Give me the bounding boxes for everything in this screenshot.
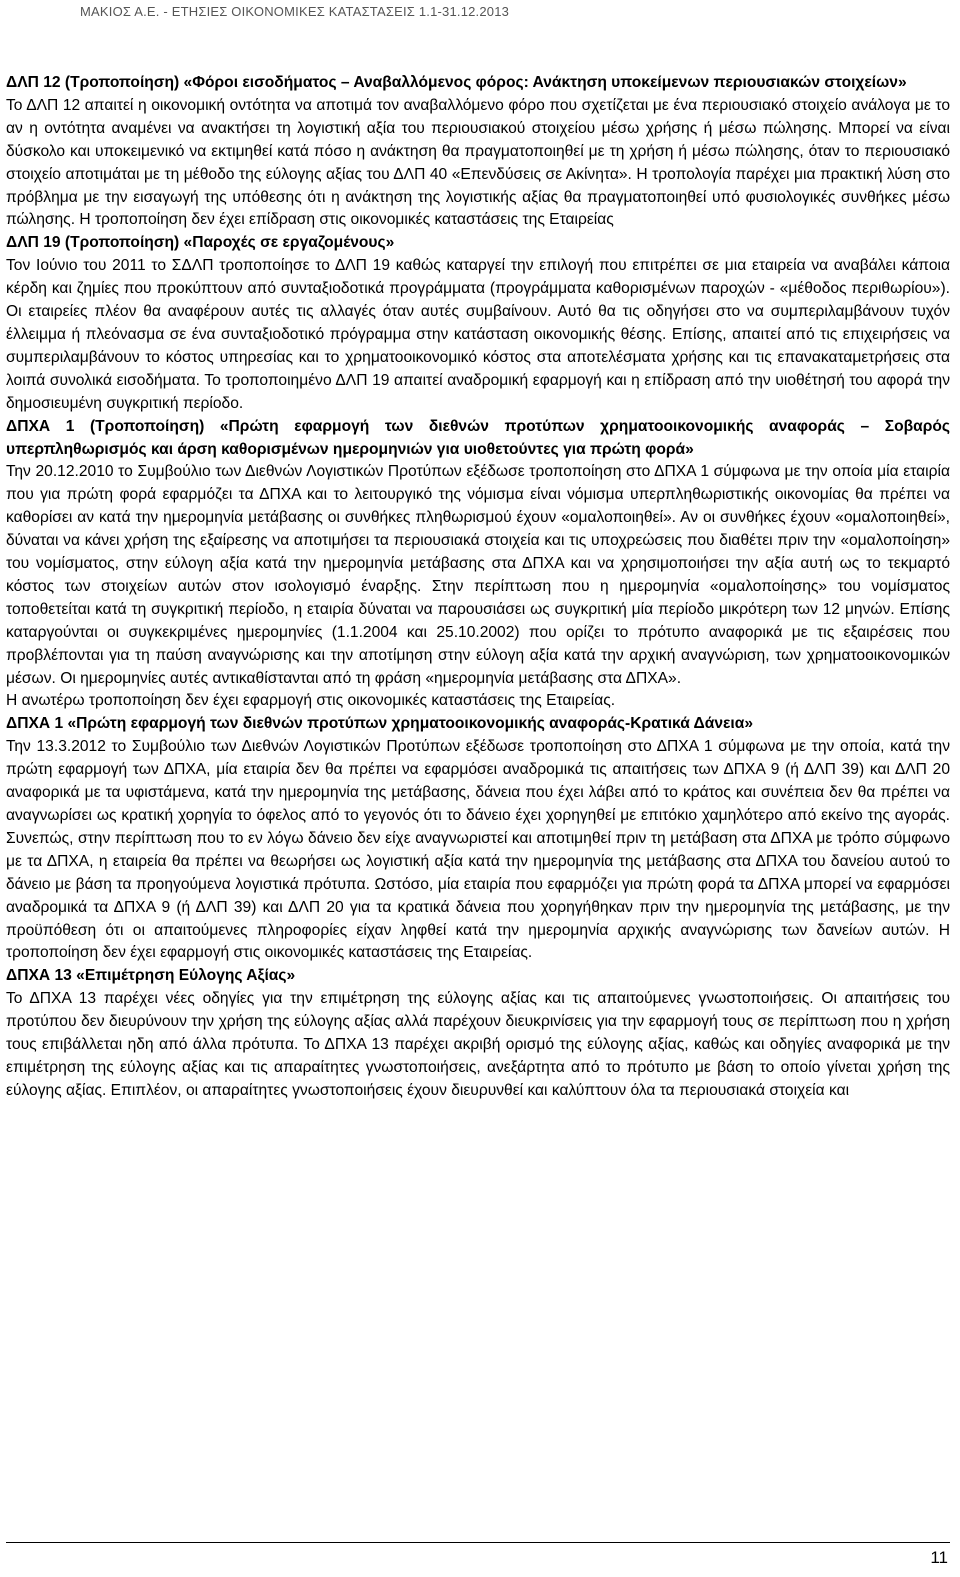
section-heading-ifrs1-hyperinflation: ΔΠΧΑ 1 (Τροποποίηση) «Πρώτη εφαρμογή των διεθνών προτύπων χρηματοοικονομικής αναφοράς – Σοβαρός υπερπληθωρισμός και άρση καθορισμένων ημερομηνιών για υιοθετούντες για πρώτη φορά» [6, 417, 950, 458]
section-body-ias12: Το ΔΛΠ 12 απαιτεί η οικονομική οντότητα να αποτιμά τον αναβαλλόμενο φόρο που σχετίζεται με ένα περιουσιακό στοιχείο ανάλογα με το αν η οντότητα αναμένει να ανακτήσει τη λογιστική αξία του περιουσιακού στοιχείου μέσω χρήσης ή μέσω πώλησης. Μπορεί να είναι δύσκολο και υποκειμενικό να εκτιμηθεί κατά πόσο η ανάκτηση θα πραγματοποιηθεί με τη χρήση ή μέσω πώλησης, όταν το περιουσιακό στοιχείο αποτιμάται με τη μέθοδο της εύλογης αξίας του ΔΛΠ 40 «Επενδύσεις σε Ακίνητα». Η τροπολογία παρέχει μια πρακτική λύση στο πρόβλημα με την εισαγωγή της υπόθεσης ότι η ανάκτηση της λογιστικής αξίας θα πραγματοποιηθεί υπό φυσιολογικές συνθήκες μέσω πώλησης. Η τροποποίηση δεν έχει επίδραση στις οικονομικές καταστάσεις της Εταιρείας [6, 96, 950, 229]
footer-divider [6, 1542, 950, 1543]
document-body [6, 72, 950, 1103]
page-number: 11 [930, 1548, 948, 1567]
section-heading-ias12: ΔΛΠ 12 (Τροποποίηση) «Φόροι εισοδήματος – Αναβαλλόμενος φόρος: Ανάκτηση υποκείμενων περιουσιακών στοιχείων» [6, 74, 907, 91]
running-header: ΜΑΚΙΟΣ Α.Ε. - ΕΤΗΣΙΕΣ ΟΙΚΟΝΟΜΙΚΕΣ ΚΑΤΑΣΤΑΣΕΙΣ 1.1-31.12.2013 [80, 4, 510, 19]
section-body-ifrs1-hyperinflation: Την 20.12.2010 το Συμβούλιο των Διεθνών Λογιστικών Προτύπων εξέδωσε τροποποίηση στο ΔΠΧΑ 1 σύμφωνα με την οποία μία εταιρία που για πρώτη φορά εφαρμόζει τα ΔΠΧΑ και το λειτουργικό της νόμισμα είναι νόμισμα υπερπληθωριστικής οικονομίας θα πρέπει να καθορίσει αν κατά την ημερομηνία μετάβασης οι συνθήκες πληθωρισμού έχουν «ομαλοποιηθεί». Αν οι συνθήκες έχουν «ομαλοποιηθεί», δύναται να κάνει χρήση της εξαίρεσης να αποτιμήσει τα περιουσιακά στοιχεία και τις υποχρεώσεις που διαθέτει πριν την «ομαλοποίηση» του νομίσματος, στην εύλογη αξία κατά την ημερομηνία μετάβασης στα ΔΠΧΑ και να χρησιμοποιήσει την αξία αυτή ως το τεκμαρτό κόστος των στοιχείων αυτών στον ισολογισμό έναρξης. Στην περίπτωση που η ημερομηνία «ομαλοποίησης» του νομίσματος τοποθετείται κατά τη συγκριτική περίοδο, η εταιρία δύναται να παρουσιάσει ως συγκριτική μία περίοδο μικρότερη των 12 μηνών. Επίσης καταργούνται οι συγκεκριμένες ημερομηνίες (1.1.2004 και 25.10.2002) που ορίζει το πρότυπο αναφορικά με τις εξαιρέσεις που προβλέπονται για τη παύση αναγνώρισης και την αποτίμηση στην εύλογη αξία κατά την αρχική αναγνώριση, των χρηματοοικονομικών μέσων. Οι ημερομηνίες αυτές αντικαθίστανται από τη φράση «ημερομηνία μετάβασης στα ΔΠΧΑ». [6, 463, 950, 687]
section-heading-ifrs1-government-loans: ΔΠΧΑ 1 «Πρώτη εφαρμογή των διεθνών προτύπων χρηματοοικονομικής αναφοράς-Κρατικά Δάνεια» [6, 715, 753, 733]
section-body-ias19: Τον Ιούνιο του 2011 το ΣΔΛΠ τροποποίησε το ΔΛΠ 19 καθώς καταργεί την επιλογή που επιτρέπει σε μια εταιρεία να αναβάλει κάποια κέρδη και ζημίες που προκύπτουν από συνταξιοδοτικά προγράμματα (προγράμματα καθορισμένων παροχών - «μέθοδος περιθωρίου»). Οι εταιρείες πλέον θα αναφέρουν αυτές τις αλλαγές όταν αυτές συμβαίνουν. Αυτό θα τις οδηγήσει στο να συμπεριλαμβάνουν τυχόν έλλειμμα ή πλεόνασμα σε ένα συνταξιοδοτικό πρόγραμμα στην κατάσταση οικονομικής θέσης. Επίσης, απαιτεί από τις επιχειρήσεις να συμπεριλαμβάνουν το κόστος υπηρεσίας και το χρηματοοικονομικό κόστος στα αποτελέσματα χρήσης και τις επανακαταμετρήσεις στα λοιπά συνολικά εισοδήματα. Το τροποποιημένο ΔΛΠ 19 απαιτεί αναδρομική εφαρμογή και η επίδραση από την υιοθέτησή του αφορά την δημοσιευμένη συγκριτική περίοδο. [6, 257, 950, 412]
section-body-ifrs1-government-loans: Την 13.3.2012 το Συμβούλιο των Διεθνών Λογιστικών Προτύπων εξέδωσε τροποποίηση στο ΔΠΧΑ 1 σύμφωνα με την οποία, κατά την πρώτη εφαρμογή των ΔΠΧΑ, μία εταιρία δεν θα πρέπει να εφαρμόσει αναδρομικά τις απαιτήσεις των ΔΠΧΑ 9 (ή ΔΛΠ 39) και ΔΛΠ 20 αναφορικά με τα υφιστάμενα, κατά την ημερομηνία της μετάβασης, δάνεια που έχει λάβει από το κράτος και συνέπεια δεν θα πρέπει να αναγνωρίσει ως κρατική χορηγία το όφελος από το γεγονός ότι το δάνειο έχει χορηγηθεί με επιτόκιο χαμηλότερο από εκείνο της αγοράς. Συνεπώς, στην περίπτωση που το εν λόγω δάνειο δεν είχε αναγνωριστεί και αποτιμηθεί πριν τη μετάβαση στα ΔΠΧΑ με τρόπο σύμφωνο με τα ΔΠΧΑ, η εταιρεία θα πρέπει να θεωρήσει ως λογιστική αξία κατά την ημερομηνία της μετάβασης στα ΔΠΧΑ του δανείου αυτού το δάνειο με βάση τα προηγούμενα λογιστικά πρότυπα. Ωστόσο, μία εταιρία που εφαρμόζει για πρώτη φορά τα ΔΠΧΑ μπορεί να εφαρμόσει αναδρομικά τα ΔΠΧΑ 9 (ή ΔΛΠ 39) και ΔΛΠ 20 για τα κρατικά δάνεια που χορηγήθηκαν πριν την ημερομηνία της μετάβασης, με την προϋπόθεση ότι οι απαιτούμενες πληροφορίες είχαν ληφθεί κατά την ημερομηνία αρχικής αναγνώρισης των δανείων αυτών. Η τροποποίηση δεν έχει εφαρμογή στις οικονομικές καταστάσεις της Εταιρείας. [6, 738, 950, 962]
section-body-ifrs13: Το ΔΠΧΑ 13 παρέχει νέες οδηγίες για την επιμέτρηση της εύλογης αξίας και τις απαιτούμενες γνωστοποιήσεις. Οι απαιτήσεις του προτύπου δεν διευρύνουν την χρήση της εύλογης αξίας αλλά παρέχουν διευκρινίσεις για την εφαρμογή τους σε περίπτωση που η χρήση τους επιβάλλεται ηδη από άλλα πρότυπα. Το ΔΠΧΑ 13 παρέχει ακριβή ορισμό της εύλογης αξίας, καθώς και οδηγίες αναφορικά με την επιμέτρηση της εύλογης αξίας και τις απαραίτητες γνωστοποιήσεις, ανεξάρτητα από το πρότυπο με βάση το οποίο γίνεται χρήση της εύλογης αξίας. Επιπλέον, οι απαραίτητες γνωστοποιήσεις έχουν διευρυνθεί και καλύπτουν όλα τα περιουσιακά στοιχεία και [6, 990, 950, 1099]
section-heading-ifrs13: ΔΠΧΑ 13 «Επιμέτρηση Εύλογης Αξίας» [6, 967, 296, 985]
section-heading-ias19: ΔΛΠ 19 (Τροποποίηση) «Παροχές σε εργαζομένους» [6, 234, 395, 252]
section-note-ifrs1-hyperinflation: Η ανωτέρω τροποποίηση δεν έχει εφαρμογή στις οικονομικές καταστάσεις της Εταιρείας. [6, 692, 616, 710]
